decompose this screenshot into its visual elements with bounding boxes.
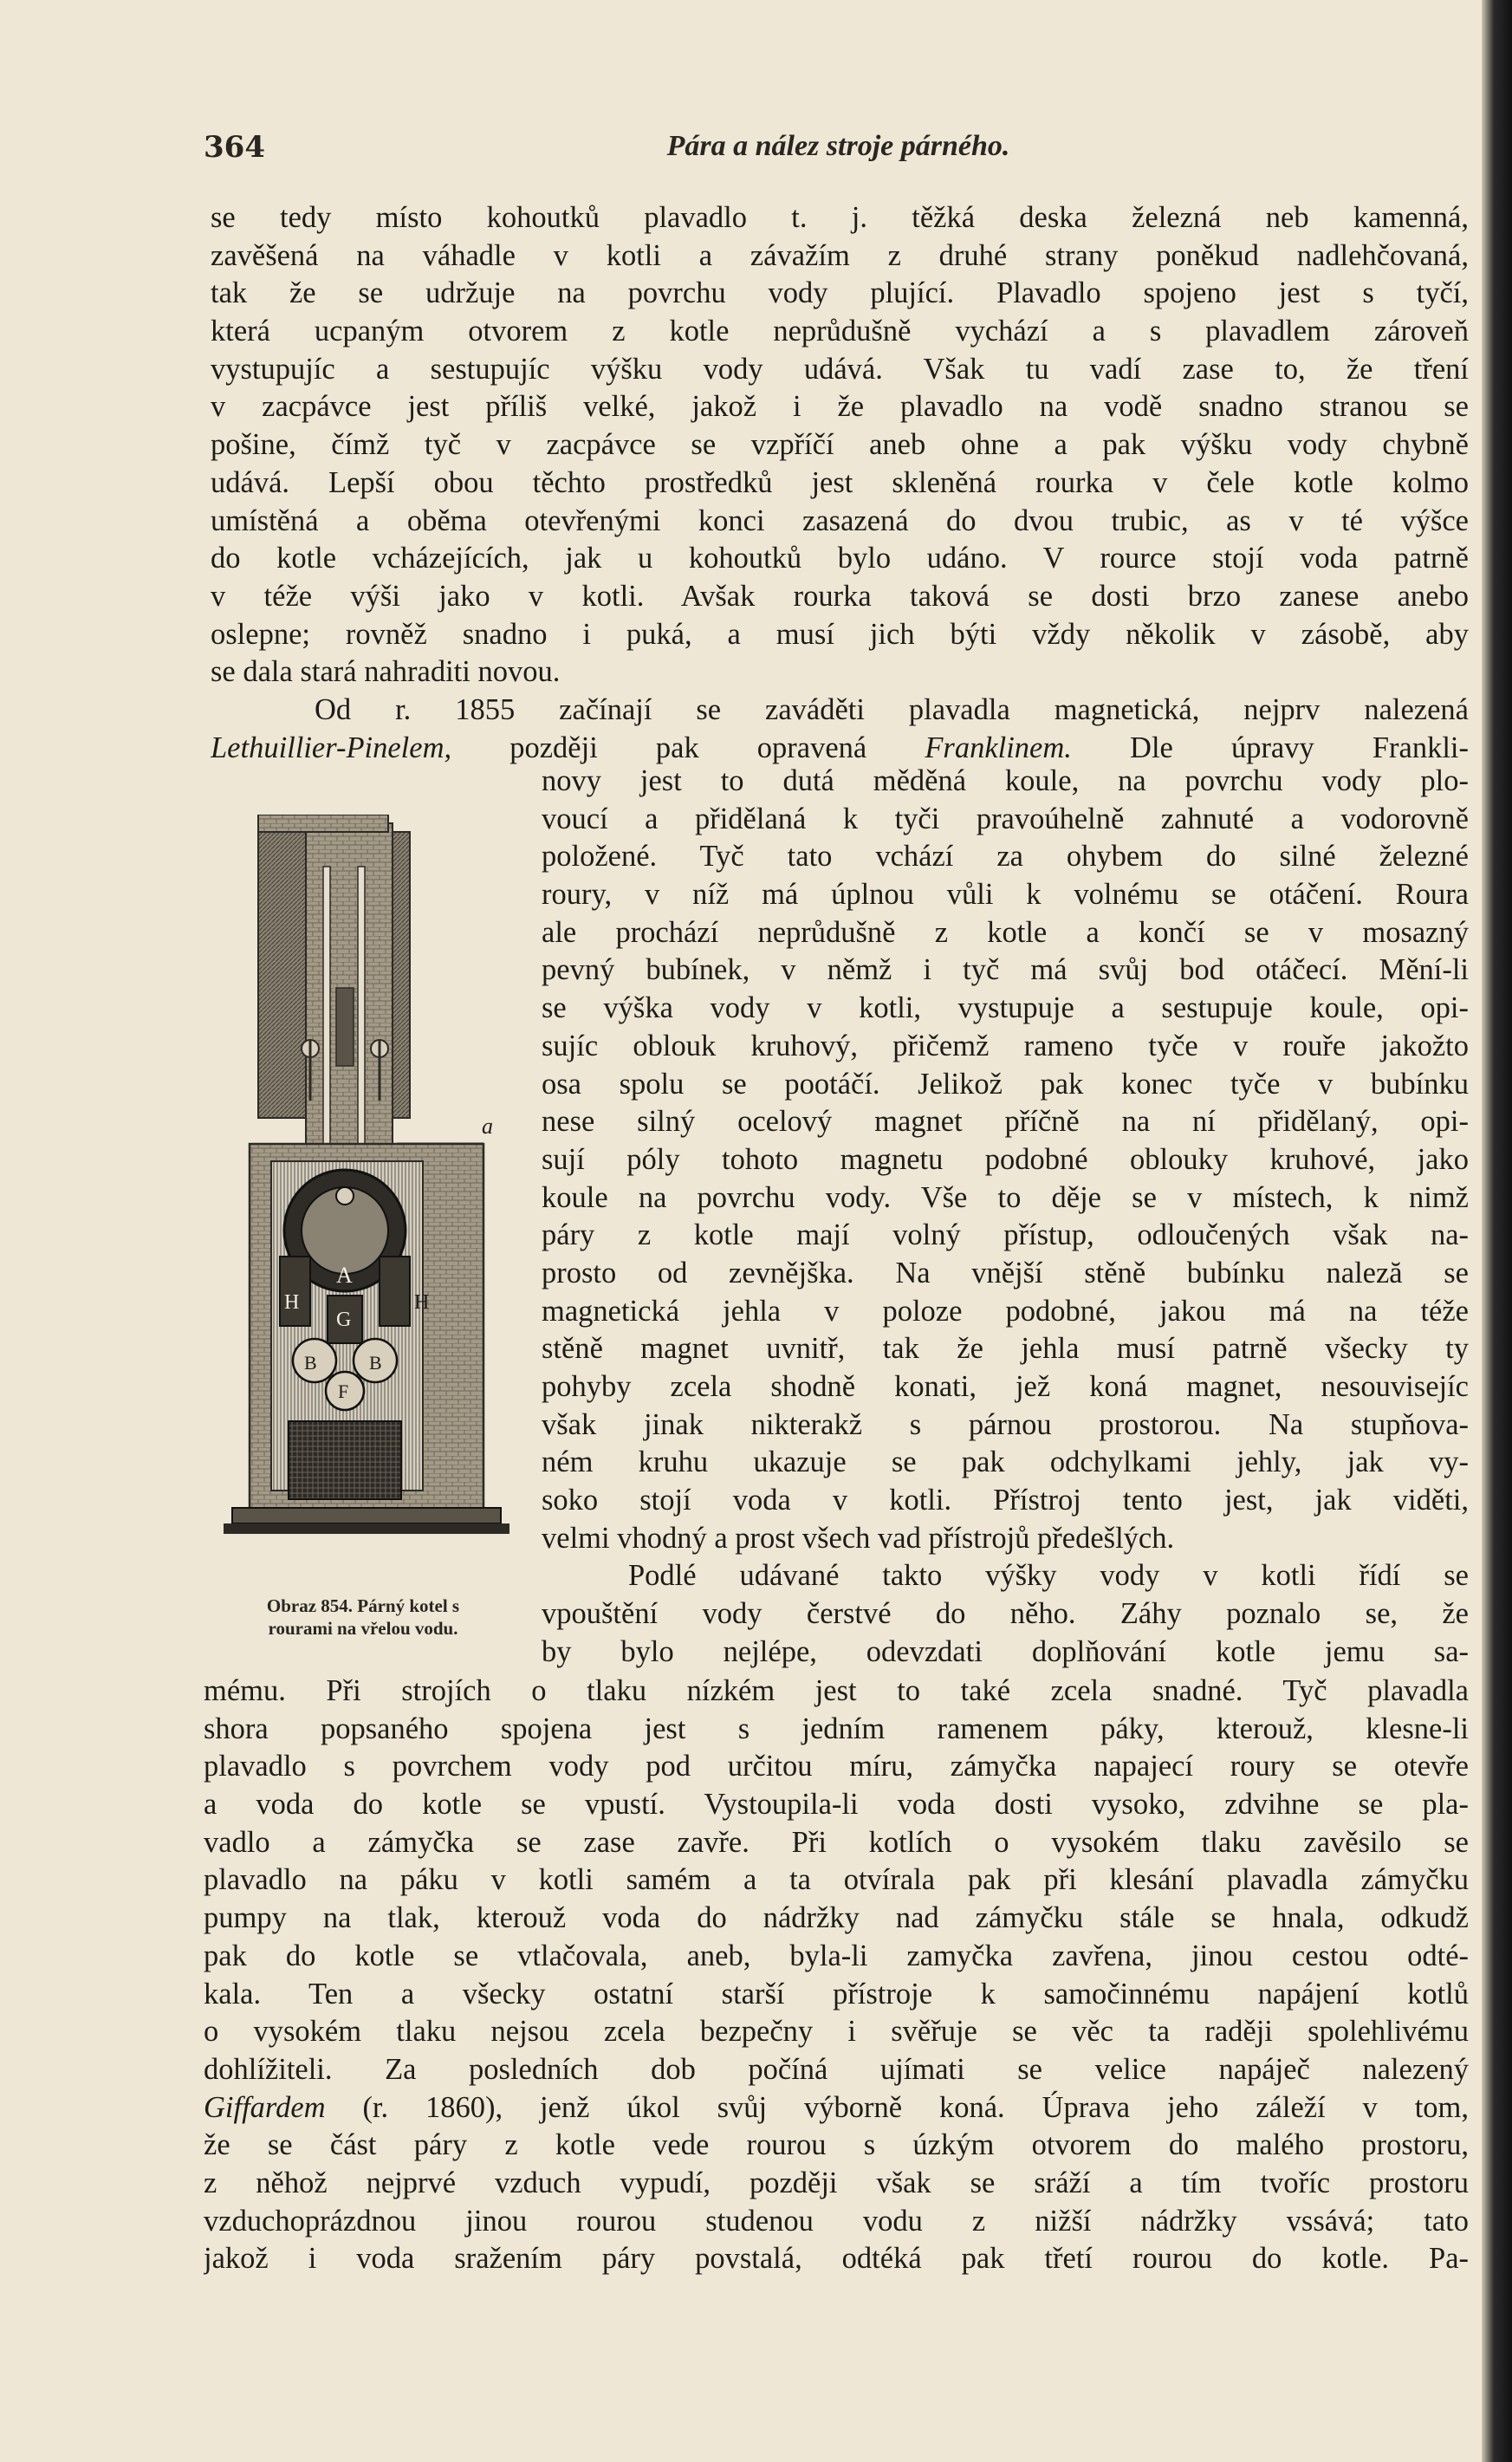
page-number: 364: [204, 130, 265, 165]
text-line: ném kruhu ukazuje se pak odchylkami jehly, jak vy-: [542, 1445, 1469, 1479]
text-line: vpouštění vody čerstvé do něho. Záhy poznalo se, že: [542, 1597, 1469, 1631]
text-line: a voda do kotle se vpustí. Vystoupila-li voda dosti vysoko, zdvihne se pla-: [204, 1788, 1469, 1822]
label-B-right: B: [369, 1352, 382, 1374]
book-binding-edge: [1482, 0, 1512, 2462]
text-line: se tedy místo kohoutků plavadlo t. j. těžká deska železná neb kamenná,: [211, 201, 1469, 234]
text-line: sujíc oblouk kruhový, přičemž rameno tyče v rouře jakožto: [542, 1029, 1469, 1062]
text-line: o vysokém tlaku nejsou zcela bezpečny i svěřuje se věc ta raději spolehlivému: [204, 2015, 1469, 2049]
text-line: plavadlo na páku v kotli samém a ta otvírala pak při klesání plavadla zámyčku: [204, 1863, 1469, 1897]
text-line: se dala stará nahraditi novou.: [211, 655, 561, 689]
author-name: Lethuillier-Pinelem,: [211, 731, 452, 764]
paragraph-1: [211, 199, 1469, 767]
paragraph-2-first-line: Od r. 1855 začínají se zaváděti plavadla magnetická, nejprv nalezená: [315, 692, 1469, 726]
text-fragment: (r. 1860), jenž úkol svůj výborně koná. Úprava jeho záleží v tom,: [325, 2090, 1469, 2124]
author-name: Giffardem: [204, 2090, 326, 2124]
text-line: soko stojí voda v kotli. Přístroj tento jest, jak viděti,: [542, 1484, 1469, 1517]
text-fragment: Dle úpravy Frankli-: [1071, 731, 1469, 764]
text-line: magnetická jehla v poloze podobné, jakou má na téže: [542, 1294, 1469, 1328]
label-a: a: [482, 1114, 493, 1139]
text-line: Podlé udávané takto výšky vody v kotli řídí se: [628, 1559, 1469, 1593]
right-column-text: [542, 763, 1469, 1672]
text-line: prosto od zevnějška. Na vnější stěně bubínku naleză se: [542, 1256, 1469, 1289]
boiler-illustration: [206, 815, 518, 1543]
text-line: udává. Lepší obou těchto prostředků jest skleněná rourka v čele kotle kolmo: [211, 465, 1469, 499]
text-line: pohyby zcela shodně konati, jež koná magnet, nesouvisejíc: [542, 1370, 1469, 1403]
caption-line: Obraz 854. Párný kotel s: [266, 1595, 460, 1616]
text-line: jakož i voda sražením páry povstalá, odtéká pak třetí rourou do kotle. Pa-: [204, 2242, 1469, 2276]
author-name: Franklinem.: [925, 731, 1072, 764]
figure-caption: [206, 1595, 520, 1640]
text-line: umístěná a oběma otevřenými konci zasazená do dvou trubic, as v té výšce: [211, 503, 1469, 537]
text-line: novy jest to dutá měděná koule, na povrchu vody plo-: [542, 764, 1469, 797]
bottom-text: [204, 1673, 1469, 2278]
text-line: roury, v níž má úplnou vůli k volnému se otáčení. Roura: [542, 878, 1469, 912]
label-H-right: H: [414, 1291, 430, 1314]
caption-line: rourami na vřelou vodu.: [268, 1618, 458, 1639]
text-line: z něhož nejprvé vzduch vypudí, později však se sráží a tím tvoříc prostoru: [204, 2166, 1469, 2199]
text-line: sují póly tohoto magnetu podobné oblouky kruhové, jako: [542, 1142, 1469, 1176]
text-line: že se část páry z kotle vede rourou s úzkým otvorem do malého prostoru,: [204, 2128, 1469, 2162]
paragraph-2-second-line: [211, 730, 1469, 768]
page-header: [204, 130, 1473, 173]
text-line: stěně magnet uvnitř, tak že jehla musí patrně všecky ty: [542, 1332, 1469, 1366]
text-line: v téže výši jako v kotli. Avšak rourka taková se dosti brzo zanese anebo: [211, 579, 1469, 613]
text-line: zavěšená na váhadle v kotli a závažím z druhé strany poněkud nadlehčovaná,: [211, 238, 1469, 272]
text-line: vzduchoprázdnou jinou rourou studenou vodu z nižší nádržky vssává; tato: [204, 2204, 1469, 2238]
text-line: kala. Ten a všecky ostatní starší přístroje k samočinnému napájení kotlů: [204, 1977, 1469, 2011]
text-line: plavadlo s povrchem vody pod určitou míru, zámyčka napajecí roury se otevře: [204, 1750, 1469, 1783]
text-line: pumpy na tlak, kterouž voda do nádržky nad zámyčku stále se hnala, odkudž: [204, 1901, 1469, 1935]
label-B-left: B: [304, 1352, 317, 1374]
text-line: ale prochází neprůdušně z kotle a končí se v mosazný: [542, 915, 1469, 949]
text-line: mému. Při strojích o tlaku nízkém jest to také zcela snadné. Tyč plavadla: [204, 1674, 1469, 1707]
text-line: položené. Tyč tato vchází za ohybem do silné železné: [542, 840, 1469, 874]
label-G: G: [336, 1309, 352, 1331]
text-line: koule na povrchu vody. Vše to děje se v místech, k nimž: [542, 1180, 1469, 1214]
text-line: tak že se udržuje na povrchu vody plující. Plavadlo spojeno jest s tyčí,: [211, 276, 1469, 310]
text-line: voucí a přidělaná k tyči pravoúhelně zahnuté a vodorovně: [542, 802, 1469, 835]
text-line: páry z kotle mají volný přístup, odloučených však na-: [542, 1218, 1469, 1252]
text-line: se výška vody v kotli, vystupuje a sestupuje koule, opi-: [542, 991, 1469, 1025]
text-line: v zacpávce jest příliš velké, jakož i že plavadlo na vodě snadno stranou se: [211, 390, 1469, 424]
text-line: dohlížiteli. Za posledních dob počíná ujímati se velice napáječ nalezený: [204, 2052, 1469, 2086]
text-line: vadlo a zámyčka se zase zavře. Při kotlích o vysokém tlaku zavěsilo se: [204, 1825, 1469, 1859]
text-line-giffard: [204, 2089, 1469, 2127]
text-line: velmi vhodný a prost všech vad přístrojů předešlých.: [542, 1521, 1175, 1555]
boiler-drawing: [206, 815, 518, 1543]
label-F: F: [338, 1380, 349, 1402]
text-line: která ucpaným otvorem z kotle neprůdušně vychází a s plavadlem zároveň: [211, 315, 1469, 348]
label-A: A: [336, 1263, 353, 1288]
label-H-left: H: [284, 1291, 300, 1314]
text-line: pak do kotle se vtlačovala, aneb, byla-li zamyčka zavřena, jinou cestou odté-: [204, 1939, 1469, 1972]
text-line: osa spolu se pootáčí. Jelikož pak konec tyče v bubínku: [542, 1067, 1469, 1101]
text-line: do kotle vcházejících, jak u kohoutků bylo udáno. V rource stojí voda patrně: [211, 542, 1469, 575]
text-line: vystupujíc a sestupujíc výšku vody udává. Však tu vadí zase to, že tření: [211, 352, 1469, 386]
text-fragment: později pak opravená: [451, 731, 925, 764]
text-line: však jinak nikterakž s párnou prostorou. Na stupňova-: [542, 1407, 1469, 1441]
text-line: pevný bubínek, v němž i tyč má svůj bod otáčecí. Mění-li: [542, 953, 1469, 987]
text-line: nese silný ocelový magnet příčně na ní přidělaný, opi-: [542, 1105, 1469, 1139]
text-line: shora popsaného spojena jest s jedním ramenem páky, kterouž, klesne-li: [204, 1712, 1469, 1745]
text-line: by bylo nejlépe, odevzdati doplňování kotle jemu sa-: [542, 1634, 1469, 1668]
text-line: pošine, čímž tyč v zacpávce se vzpříčí aneb ohne a pak výšku vody chybně: [211, 428, 1469, 462]
running-title: Pára a nález stroje párného.: [666, 130, 1010, 162]
text-line: oslepne; rovněž snadno i puká, a musí jich býti vždy několik v zásobě, aby: [211, 617, 1469, 651]
